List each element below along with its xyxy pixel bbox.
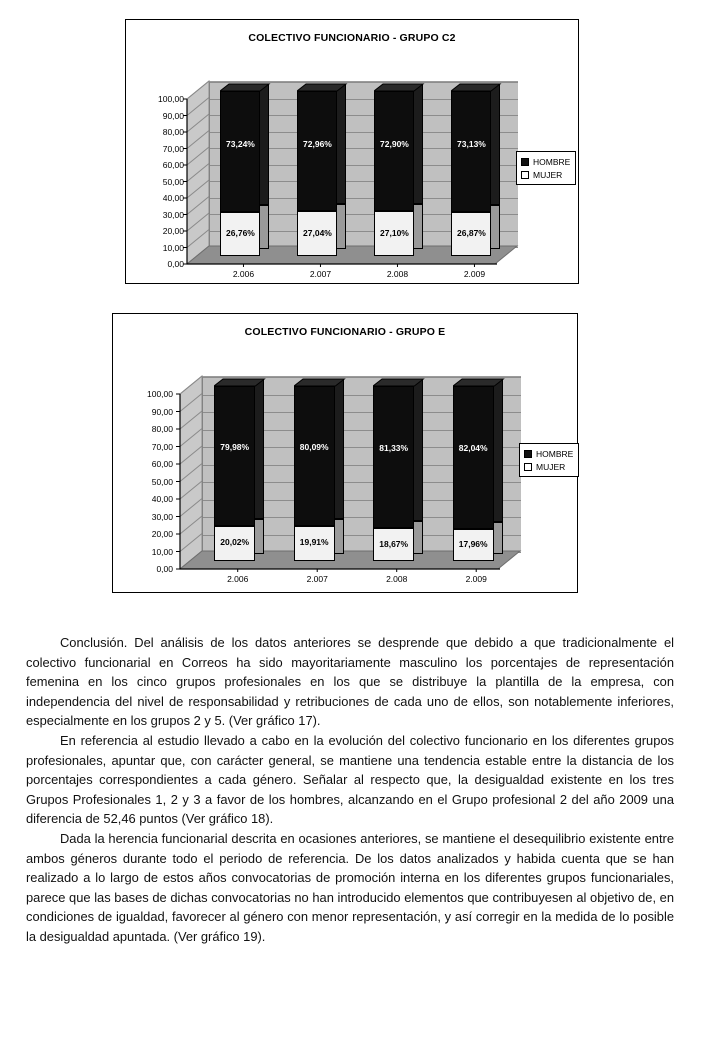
bar-face-top [453, 378, 506, 388]
legend-swatch-mujer-icon [521, 171, 529, 179]
x-axis-tick-label: 2.007 [309, 269, 332, 279]
y-axis-tick-label: 90,00 [151, 406, 173, 417]
bar-value-label-mujer: 18,67% [379, 538, 409, 549]
bar-face-front [373, 386, 414, 528]
legend-label-hombre: HOMBRE [533, 156, 571, 167]
legend-label-mujer: MUJER [536, 461, 566, 472]
bar-segment-hombre [297, 91, 337, 211]
chart-title: COLECTIVO FUNCIONARIO - GRUPO E [244, 326, 446, 338]
bar-face-front [214, 386, 255, 526]
y-axis-tick-label: 50,00 [151, 476, 173, 487]
paragraph-conclusion: Conclusión. Del análisis de los datos anteriores se desprende que debido a que tradicionalmente el colectivo funcionarial en Correos ha sido mayoritariamente masculino los porcentajes de representación femenina en los cinco grupos profesionales en los que se distribuye la plantilla de la empresa, con independencia del nivel de responsabilidad y retribuciones de cada uno de ellos, son notablemente inferiores, especialmente en los grupos 2 y 5. (Ver gráfico 17). [26, 635, 674, 729]
plot-area [180, 364, 520, 584]
bar-segment-hombre [373, 386, 414, 528]
legend-swatch-hombre-icon [524, 450, 532, 458]
bar-face-side [337, 84, 346, 204]
bar-value-label-hombre: 72,96% [303, 139, 332, 150]
x-axis-tick-label: 2.009 [465, 574, 487, 584]
bar-column [451, 69, 491, 264]
bar-face-side [260, 205, 269, 249]
bar-face-top [297, 83, 349, 93]
legend-item-mujer [524, 460, 573, 473]
bar-face-top [451, 83, 503, 93]
y-axis-tick-label: 60,00 [162, 160, 184, 170]
bar-segment-hombre [451, 91, 491, 212]
bar-column [297, 69, 337, 264]
chart-title: COLECTIVO FUNCIONARIO - GRUPO C2 [248, 32, 456, 44]
bar-value-label-mujer: 19,91% [299, 537, 329, 548]
x-axis-tick-label: 2.009 [463, 269, 486, 279]
bar-value-label-hombre: 73,13% [457, 139, 486, 150]
x-axis-tick-label: 2.006 [232, 269, 255, 279]
bar-face-front [220, 91, 260, 212]
bar-column [220, 69, 260, 264]
y-axis-tick-label: 20,00 [151, 529, 173, 539]
y-axis-tick-label: 90,00 [162, 110, 184, 121]
legend-item-hombre [524, 447, 573, 460]
y-axis-tick-label: 20,00 [162, 226, 184, 236]
bar-value-label-mujer: 27,10% [380, 227, 409, 238]
legend-label-hombre: HOMBRE [536, 448, 574, 459]
bar-value-label-mujer: 20,02% [220, 537, 250, 548]
bar-face-front [451, 91, 491, 212]
bar-face-side [255, 379, 264, 519]
chart-card-grupo-c2 [125, 19, 579, 284]
bar-value-label-hombre: 82,04% [458, 443, 488, 454]
bar-face-front [374, 91, 414, 211]
paragraph-herencia-funcionarial: Dada la herencia funcionarial descrita en ocasiones anteriores, se mantiene el desequilibrio existente entre ambos géneros durante todo el periodo de referencia. De los datos analizados y habida cuenta que se han realizado a lo largo de estos años convocatorias de promoción interna en los diferentes grupos funcionariales, parece que las bases de dichas convocatorias no han introducido elementos que contribuyesen al objetivo de, en condiciones de igualdad, favorecer al género con menor representación, y así corregir en la medida de lo posible la desigualdad apuntada. (Ver gráfico 19). [26, 830, 674, 944]
bar-face-front [294, 386, 335, 526]
bar-column [374, 69, 414, 264]
y-axis-tick-label: 70,00 [151, 441, 173, 452]
bar-segment-hombre [453, 386, 494, 530]
y-axis-tick-label: 40,00 [151, 494, 173, 504]
bar-face-side [335, 379, 344, 519]
bar-segment-hombre [220, 91, 260, 212]
x-axis-tick-label: 2.006 [227, 574, 249, 584]
legend-item-mujer [521, 168, 570, 181]
y-axis-tick-label: 100,00 [147, 389, 173, 399]
bar-face-side [494, 522, 503, 553]
bar-value-label-mujer: 26,76% [226, 227, 255, 238]
bar-face-side [335, 519, 344, 554]
y-axis-tick-label: 80,00 [151, 424, 173, 434]
legend-swatch-mujer-icon [524, 463, 532, 471]
bar-face-front [297, 91, 337, 211]
y-axis-tick-label: 0,00 [156, 564, 173, 574]
bar-face-side [414, 84, 423, 204]
chart-legend [516, 151, 576, 185]
y-axis-tick-label: 60,00 [151, 459, 173, 469]
bar-face-top [214, 378, 267, 388]
bar-value-label-hombre: 73,24% [226, 139, 255, 150]
bar-column [373, 364, 414, 569]
y-axis-tick-label: 10,00 [162, 242, 184, 253]
bar-value-label-hombre: 72,90% [380, 139, 409, 149]
bar-column [214, 364, 255, 569]
bar-face-top [373, 378, 426, 388]
y-axis-tick-label: 80,00 [162, 127, 184, 137]
legend-swatch-hombre-icon [521, 158, 529, 166]
y-axis-tick-label: 40,00 [162, 193, 184, 203]
bar-column [294, 364, 335, 569]
chart-legend [519, 443, 579, 477]
bar-segment-hombre [214, 386, 255, 526]
bar-face-side [491, 84, 500, 205]
bar-value-label-hombre: 80,09% [299, 441, 329, 452]
bar-value-label-hombre: 79,98% [220, 441, 250, 452]
x-axis-tick-label: 2.007 [306, 574, 328, 584]
legend-item-hombre [521, 155, 570, 168]
paragraph-referencia-estudio: En referencia al estudio llevado a cabo en la evolución del colectivo funcionario en los diferentes grupos profesionales, apuntar que, con carácter general, se mantiene una tendencia estable entre la distancia de los porcentajes correspondientes a cada género. Señalar al respecto que, la desigualdad existente en los tres Grupos Profesionales 1, 2 y 3 a favor de los hombres, alcanzando en el Grupo profesional 2 del año 2009 una diferencia de 52,46 puntos (Ver gráfico 18). [26, 732, 674, 827]
bar-value-label-hombre: 81,33% [379, 442, 409, 453]
document-body [26, 633, 674, 947]
y-axis-tick-label: 50,00 [162, 176, 184, 187]
bar-face-top [374, 83, 426, 93]
y-axis-tick-label: 30,00 [162, 209, 184, 220]
bar-face-top [220, 83, 272, 93]
bar-face-side [491, 205, 500, 249]
plot-area [187, 69, 517, 279]
bar-face-side [255, 519, 264, 554]
bar-face-side [414, 521, 423, 554]
bar-face-side [414, 379, 423, 521]
y-axis-tick-label: 10,00 [151, 546, 173, 557]
y-axis-tick-label: 100,00 [158, 94, 184, 104]
bar-face-side [260, 84, 269, 205]
y-axis-tick-label: 30,00 [151, 511, 173, 522]
bar-value-label-mujer: 26,87% [457, 227, 486, 238]
x-axis-tick-label: 2.008 [386, 269, 409, 279]
bar-column [453, 364, 494, 569]
bar-value-label-mujer: 27,04% [303, 227, 332, 238]
bar-face-front [453, 386, 494, 530]
bar-value-label-mujer: 17,96% [458, 539, 488, 550]
bar-face-top [294, 378, 347, 388]
x-axis-tick-label: 2.008 [386, 574, 408, 584]
y-axis-tick-label: 70,00 [162, 143, 184, 154]
y-axis-ticks [121, 364, 173, 574]
legend-label-mujer: MUJER [533, 169, 563, 180]
bar-face-side [337, 204, 346, 249]
bar-face-side [494, 379, 503, 523]
bar-segment-hombre [374, 91, 414, 211]
y-axis-ticks [132, 69, 184, 269]
bar-face-side [414, 204, 423, 249]
chart-card-grupo-e [112, 313, 578, 593]
y-axis-tick-label: 0,00 [167, 259, 184, 269]
bar-segment-hombre [294, 386, 335, 526]
